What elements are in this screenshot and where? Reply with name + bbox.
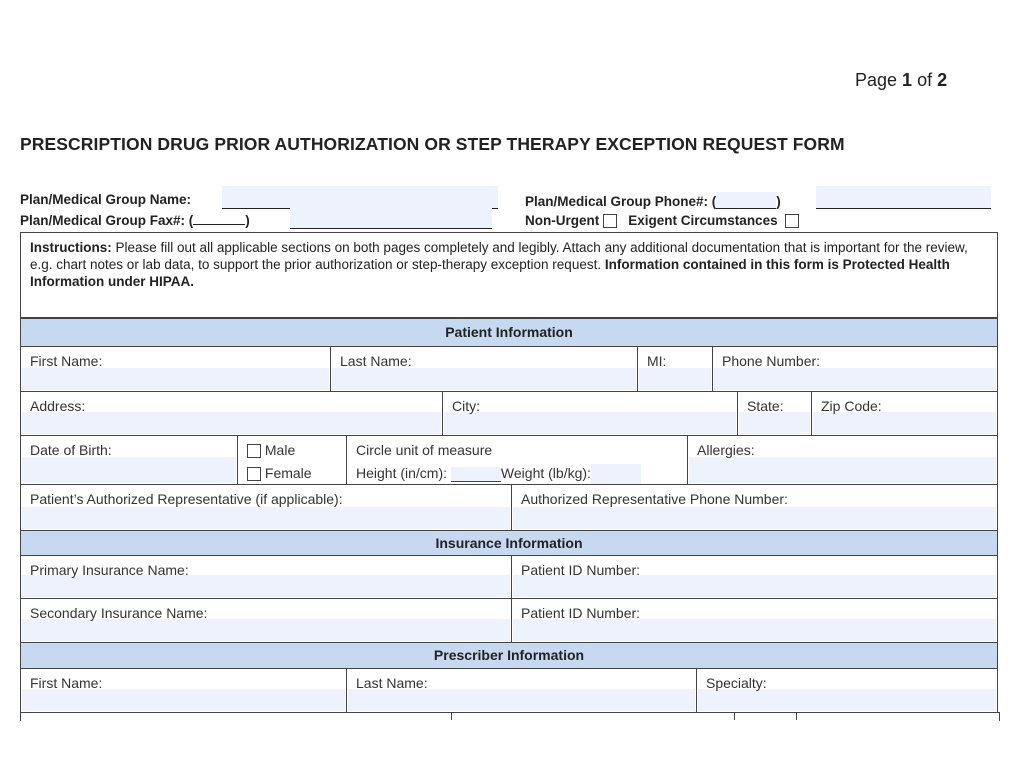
- plan-name-field[interactable]: [222, 186, 498, 209]
- label: Authorized Representative Phone Number:: [521, 491, 788, 507]
- patient-address-field[interactable]: [20, 391, 443, 436]
- phone-area-field[interactable]: [716, 192, 776, 209]
- label: Phone Number:: [722, 353, 821, 369]
- secondary-id-field[interactable]: [511, 598, 998, 643]
- urgency-row: [525, 213, 799, 228]
- label: Address:: [30, 398, 86, 414]
- label: First Name:: [30, 675, 103, 691]
- label: Secondary Insurance Name:: [30, 605, 208, 621]
- plan-fax-text: Plan/Medical Group Fax#: (: [20, 213, 194, 228]
- exigent-label: Exigent Circumstances: [628, 213, 778, 228]
- instructions-text: Please fill out all applicable sections on both pages completely and legibly. Attach any additional documentation that is important for the review, e.g. chart notes or lab data, to support the prior authorization or step-therapy exception request.: [30, 240, 968, 272]
- rep-phone-field[interactable]: [511, 484, 998, 531]
- divider: [451, 712, 452, 720]
- rep-field[interactable]: [20, 484, 512, 531]
- page-indicator: [855, 70, 947, 91]
- label: Specialty:: [706, 675, 767, 691]
- hipaa-notice: Information contained in this form is Protected Health Information under HIPAA.: [30, 257, 950, 289]
- prescriber-last-name-field[interactable]: [346, 668, 697, 713]
- page-prefix: Page: [855, 70, 903, 90]
- patient-phone-field[interactable]: [712, 346, 998, 392]
- label: Last Name:: [356, 675, 428, 691]
- next-row-partial: [20, 712, 1000, 721]
- label: Date of Birth:: [30, 442, 112, 458]
- label: Allergies:: [697, 442, 755, 458]
- primary-insurance-field[interactable]: [20, 555, 512, 599]
- page-of: of: [912, 70, 938, 90]
- label: State:: [747, 398, 784, 414]
- label: MI:: [647, 353, 667, 369]
- divider: [734, 712, 735, 720]
- patient-dob-field[interactable]: [20, 435, 238, 485]
- plan-name-label: Plan/Medical Group Name:: [20, 192, 192, 207]
- label: Primary Insurance Name:: [30, 562, 189, 578]
- page-current: 1: [902, 70, 913, 90]
- divider: [796, 712, 797, 720]
- male-checkbox[interactable]: [247, 444, 261, 458]
- page-total: 2: [937, 70, 948, 90]
- patient-city-field[interactable]: [442, 391, 738, 436]
- height-label: Height (in/cm):: [356, 465, 448, 481]
- patient-zip-field[interactable]: [811, 391, 998, 436]
- insurance-section-header: Insurance Information: [20, 530, 998, 556]
- secondary-insurance-field[interactable]: [20, 598, 512, 643]
- female-checkbox[interactable]: [247, 467, 261, 481]
- plan-phone-field[interactable]: [816, 186, 991, 209]
- label: First Name:: [30, 353, 103, 369]
- non-urgent-label: Non-Urgent: [525, 213, 600, 228]
- prescriber-specialty-field[interactable]: [696, 668, 998, 713]
- plan-phone-text: Plan/Medical Group Phone#: (: [525, 194, 717, 209]
- label: Patient’s Authorized Representative (if applicable):: [30, 491, 343, 507]
- instructions-box: [20, 232, 998, 318]
- fax-area-field[interactable]: [193, 224, 245, 225]
- form-title: PRESCRIPTION DRUG PRIOR AUTHORIZATION OR STEP THERAPY EXCEPTION REQUEST FORM: [20, 134, 845, 154]
- plan-phone-label: Plan/Medical Group Phone#: ( ): [525, 194, 781, 209]
- plan-fax-field[interactable]: [290, 208, 492, 229]
- male-label: Male: [264, 442, 296, 458]
- gender-cell: [237, 435, 347, 485]
- patient-mi-field[interactable]: [637, 346, 713, 392]
- patient-first-name-field[interactable]: [20, 346, 331, 392]
- patient-state-field[interactable]: [737, 391, 812, 436]
- allergies-field[interactable]: [687, 435, 998, 485]
- label: Patient ID Number:: [521, 605, 641, 621]
- patient-section-header: Patient Information: [20, 318, 998, 347]
- prescriber-section-header: Prescriber Information: [20, 642, 998, 669]
- non-urgent-checkbox[interactable]: [603, 214, 617, 228]
- label: Last Name:: [340, 353, 412, 369]
- female-label: Female: [264, 465, 312, 481]
- exigent-checkbox[interactable]: [785, 214, 799, 228]
- patient-last-name-field[interactable]: [330, 346, 638, 392]
- prescriber-first-name-field[interactable]: [20, 668, 347, 713]
- height-field[interactable]: [451, 467, 501, 482]
- weight-label: Weight (lb/kg):: [500, 465, 591, 481]
- plan-fax-label: Plan/Medical Group Fax#: ( ): [20, 213, 250, 228]
- label: City:: [452, 398, 480, 414]
- label: Zip Code:: [821, 398, 882, 414]
- weight-field[interactable]: [591, 464, 641, 485]
- instructions-label: Instructions:: [30, 240, 112, 255]
- circle-unit-label: Circle unit of measure: [356, 442, 493, 458]
- label: Patient ID Number:: [521, 562, 641, 578]
- measure-cell: [346, 435, 688, 485]
- primary-id-field[interactable]: [511, 555, 998, 599]
